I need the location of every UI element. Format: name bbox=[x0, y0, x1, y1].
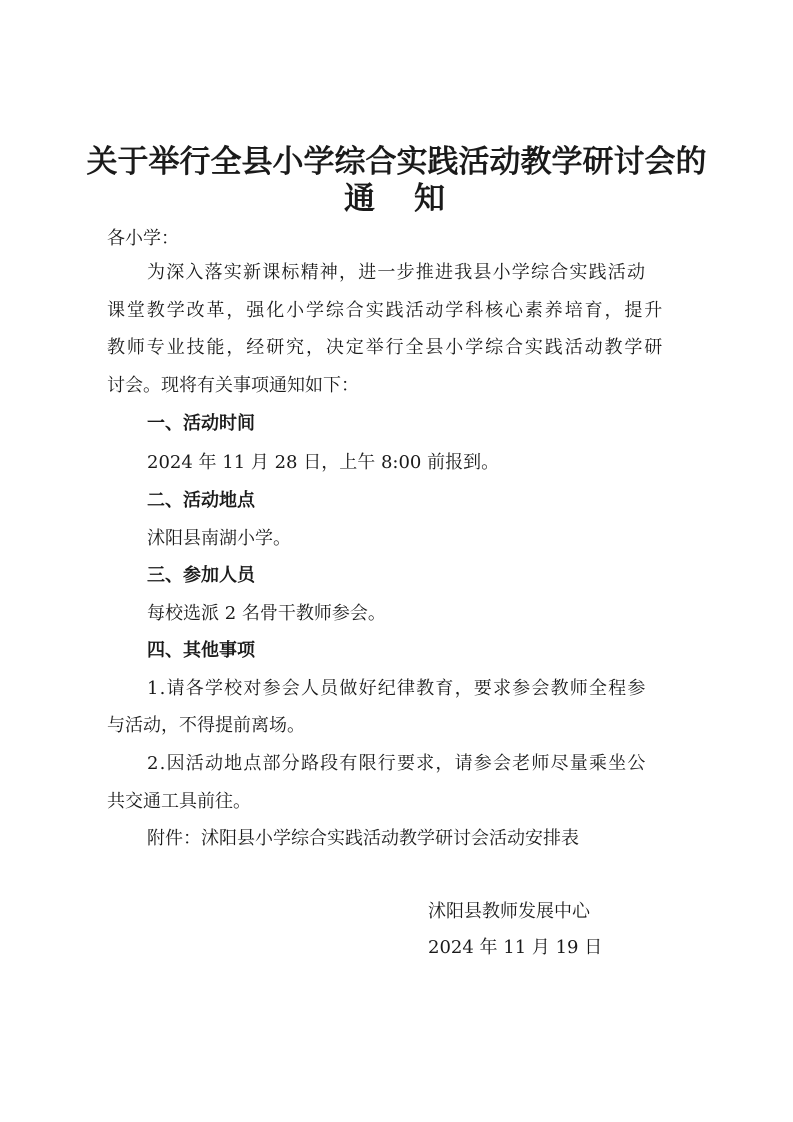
issue-date: 2024 年 11 月 19 日 bbox=[428, 937, 603, 958]
salutation: 各小学： bbox=[107, 228, 179, 249]
intro-line-4: 讨会。现将有关事项通知如下： bbox=[107, 375, 359, 396]
section-text-other-2: 与活动，不得提前离场。 bbox=[107, 715, 305, 736]
issuer-name: 沭阳县教师发展中心 bbox=[428, 901, 590, 922]
section-text-participants: 每校选派 2 名骨干教师参会。 bbox=[147, 603, 386, 624]
section-heading-place: 二、活动地点 bbox=[147, 490, 255, 511]
attachment-note: 附件：沭阳县小学综合实践活动教学研讨会活动安排表 bbox=[147, 828, 579, 849]
section-heading-participants: 三、参加人员 bbox=[147, 565, 255, 586]
section-heading-other: 四、其他事项 bbox=[147, 640, 255, 661]
notice-title-line-2: 通 知 bbox=[344, 181, 449, 217]
section-text-time: 2024 年 11 月 28 日，上午 8:00 前报到。 bbox=[147, 452, 500, 473]
intro-line-3: 教师专业技能，经研究，决定举行全县小学综合实践活动教学研 bbox=[107, 337, 665, 358]
notice-title-line-1: 关于举行全县小学综合实践活动教学研讨会的 bbox=[86, 144, 707, 180]
section-text-other-4: 共交通工具前往。 bbox=[107, 791, 251, 812]
section-text-other-1: 1.请各学校对参会人员做好纪律教育，要求参会教师全程参 bbox=[147, 678, 647, 699]
section-heading-time: 一、活动时间 bbox=[147, 413, 255, 434]
section-text-place: 沭阳县南湖小学。 bbox=[147, 528, 291, 549]
intro-line-1: 为深入落实新课标精神，进一步推进我县小学综合实践活动 bbox=[147, 262, 647, 283]
intro-line-2: 课堂教学改革，强化小学综合实践活动学科核心素养培育，提升 bbox=[107, 300, 665, 321]
section-text-other-3: 2.因活动地点部分路段有限行要求，请参会老师尽量乘坐公 bbox=[147, 753, 647, 774]
